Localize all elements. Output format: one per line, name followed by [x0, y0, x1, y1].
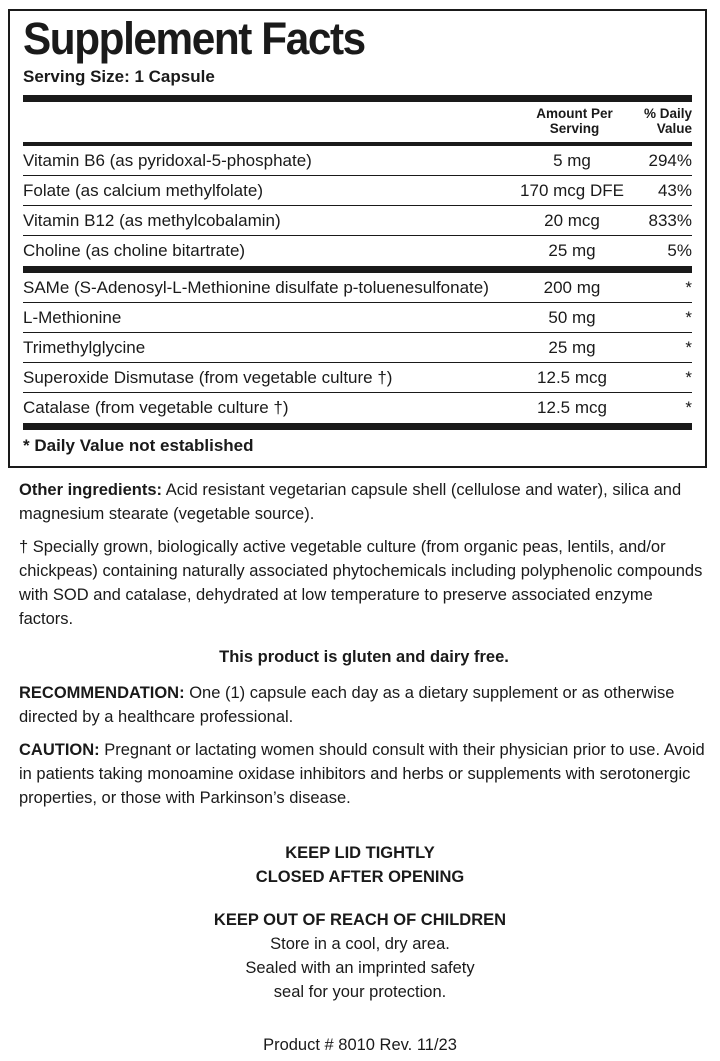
- table-row: [23, 333, 692, 363]
- daily-value-footnote: * Daily Value not established: [23, 436, 254, 455]
- nutrient-dv: 5%: [667, 241, 692, 260]
- nutrient-name: Choline (as choline bitartrate): [23, 241, 246, 260]
- ingredient-amount: 50 mg: [548, 307, 596, 327]
- nutrient-dv: 833%: [648, 210, 692, 230]
- ingredient-amount: 25 mg: [548, 337, 596, 357]
- recommendation: [19, 681, 709, 729]
- ingredient-dv: *: [685, 277, 692, 297]
- ingredient-dv: *: [685, 307, 692, 327]
- column-amount-header: Amount Per Serving: [536, 106, 613, 136]
- divider-thick: [23, 95, 692, 102]
- nutrient-name: Folate (as calcium methylfolate): [23, 180, 263, 200]
- ingredient-name: Trimethylglycine: [23, 337, 146, 357]
- ingredient-dv: *: [685, 367, 692, 387]
- other-ingredients: [19, 478, 709, 526]
- recommendation-label: RECOMMENDATION:: [19, 684, 185, 702]
- other-ingredients-label: Other ingredients:: [19, 481, 163, 499]
- storage-line: seal for your protection.: [273, 983, 447, 1001]
- table-row: [23, 393, 692, 423]
- column-dv-header: % Daily Value: [643, 106, 692, 136]
- table-row: [23, 206, 692, 236]
- label-text: [19, 478, 709, 819]
- caution-label: CAUTION:: [19, 741, 100, 759]
- caution-text: Pregnant or lactating women should consult with their physician prior to use. Avoid in patients taking monoamine oxidase inhibitors and herbs or supplements with serotonergic properties, or those with Parkinson’s disease.: [19, 741, 705, 807]
- table-row: [23, 273, 692, 303]
- caution: [19, 738, 709, 810]
- nutrient-name: Vitamin B6 (as pyridoxal-5-phosphate): [23, 150, 312, 170]
- culture-note: † Specially grown, biologically active vegetable culture (from organic peas, lentils, and/or chickpeas) containing naturally associated phytochemicals including polyphenolic compounds with SOD and catalase, dehydrated at low temperature to preserve associated enzyme factors.: [19, 538, 703, 628]
- nutrient-name: Vitamin B12 (as methylcobalamin): [23, 210, 281, 230]
- table-row: [23, 363, 692, 393]
- table-row: [23, 176, 692, 206]
- ingredient-dv: *: [685, 337, 692, 357]
- supplement-facts-panel: [8, 9, 707, 468]
- table-row: [23, 303, 692, 333]
- other-ingredients-text: Acid resistant vegetarian capsule shell (cellulose and water), silica and magnesium stearate (vegetable source).: [19, 481, 682, 523]
- ingredient-amount: 12.5 mcg: [537, 398, 607, 417]
- product-code: Product # 8010 Rev. 11/23: [263, 1036, 457, 1054]
- ingredient-name: Catalase (from vegetable culture †): [23, 398, 289, 417]
- ingredient-dv: *: [685, 398, 692, 417]
- keep-out-of-reach: KEEP OUT OF REACH OF CHILDREN: [213, 911, 507, 929]
- nutrient-amount: 170 mcg DFE: [520, 180, 624, 200]
- gluten-free-statement: This product is gluten and dairy free.: [219, 648, 509, 666]
- divider-thick: [23, 423, 692, 430]
- storage-line: Store in a cool, dry area.: [270, 935, 450, 953]
- storage-line: Sealed with an imprinted safety: [245, 959, 475, 977]
- ingredient-amount: 12.5 mcg: [537, 367, 607, 387]
- ingredient-name: SAMe (S-Adenosyl-L-Methionine disulfate p-toluenesulfonate): [23, 277, 489, 297]
- divider-thick: [23, 266, 692, 273]
- table-row: [23, 236, 692, 266]
- nutrient-dv: 294%: [648, 150, 692, 170]
- ingredient-name: Superoxide Dismutase (from vegetable culture †): [23, 367, 393, 387]
- storage-notice: [0, 908, 720, 1004]
- serving-size: Serving Size: 1 Capsule: [23, 67, 215, 86]
- ingredient-amount: 200 mg: [543, 277, 601, 297]
- keep-lid-notice: KEEP LID TIGHTLY CLOSED AFTER OPENING: [255, 844, 465, 886]
- nutrient-amount: 20 mcg: [544, 210, 600, 230]
- nutrient-amount: 5 mg: [553, 150, 591, 170]
- nutrient-amount: 25 mg: [548, 241, 596, 260]
- nutrient-dv: 43%: [657, 180, 692, 200]
- column-header: [23, 102, 692, 142]
- table-row: [23, 146, 692, 176]
- panel-title: Supplement Facts: [23, 13, 365, 64]
- ingredient-name: L-Methionine: [23, 307, 122, 327]
- recommendation-text: One (1) capsule each day as a dietary supplement or as otherwise directed by a healthcare professional.: [19, 684, 675, 726]
